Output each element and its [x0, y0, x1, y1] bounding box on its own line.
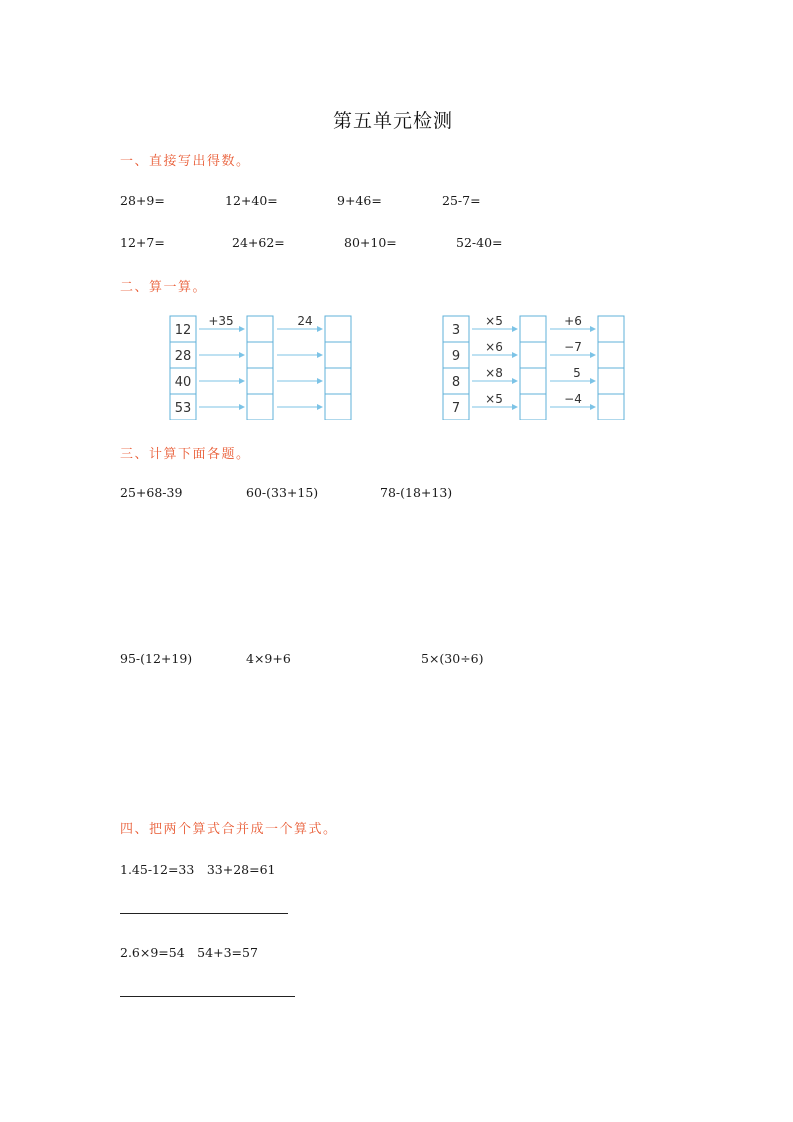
combine-problem: 2.6×9=54 54+3=57 [120, 945, 258, 960]
operation-label: −4 [564, 392, 582, 406]
calc-problem: 25+68-39 [120, 485, 183, 500]
calc-problem: 5×(30÷6) [421, 651, 484, 666]
operation-label: −7 [564, 340, 582, 354]
input-number: 53 [174, 401, 192, 416]
oral-problem: 24+62= [232, 235, 285, 250]
oral-problem: 80+10= [344, 235, 397, 250]
left-chain [170, 314, 351, 420]
oral-problem: 12+7= [120, 235, 165, 250]
operation-label: +35 [208, 314, 234, 328]
operation-label: ×8 [485, 366, 503, 380]
oral-problem: 12+40= [225, 193, 278, 208]
input-number: 7 [451, 401, 461, 416]
calc-problem: 95-(12+19) [120, 651, 193, 666]
oral-problem: 52-40= [456, 235, 503, 250]
oral-problem: 9+46= [337, 193, 382, 208]
operation-label: ×6 [485, 340, 503, 354]
calc-problem: 78-(18+13) [380, 485, 453, 500]
operation-label: +6 [564, 314, 582, 328]
calc-problem: 60-(33+15) [246, 485, 319, 500]
section-3-heading: 三、计算下面各题。 [120, 447, 251, 462]
section-1-heading: 一、直接写出得数。 [120, 154, 251, 169]
section-2-heading: 二、算一算。 [120, 280, 208, 295]
operation-label: ×5 [485, 392, 503, 406]
page-title: 第五单元检测 [333, 110, 454, 132]
answer-line[interactable] [120, 996, 295, 997]
input-number: 3 [451, 323, 461, 338]
combine-problem: 1.45-12=33 33+28=61 [120, 862, 276, 877]
input-number: 28 [174, 349, 192, 364]
right-chain [443, 314, 624, 420]
operation-label: 5 [573, 366, 581, 380]
answer-line[interactable] [120, 913, 288, 914]
section-4-heading: 四、把两个算式合并成一个算式。 [120, 822, 338, 837]
input-number: 12 [174, 323, 192, 338]
input-number: 40 [174, 375, 192, 390]
calc-chain-diagram [0, 310, 793, 420]
operation-label: ×5 [485, 314, 503, 328]
operation-label: 24 [297, 314, 313, 328]
input-number: 9 [451, 349, 461, 364]
oral-problem: 25-7= [442, 193, 481, 208]
oral-problem: 28+9= [120, 193, 165, 208]
input-number: 8 [451, 375, 461, 390]
calc-problem: 4×9+6 [246, 651, 291, 666]
